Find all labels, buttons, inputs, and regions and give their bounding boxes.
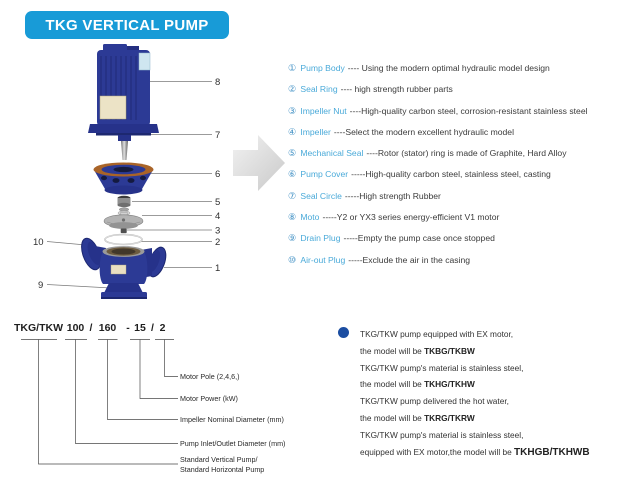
note-text: TKG/TKW pump delivered the hot water, xyxy=(360,396,509,407)
note-text: equipped with EX motor,the model will be xyxy=(360,446,515,457)
part-number-badge: ⑨ xyxy=(288,233,297,244)
model-separator-dash: - xyxy=(126,322,130,334)
part-name: Impeller xyxy=(300,126,331,137)
impeller-illustration xyxy=(104,213,143,229)
model-code-labels xyxy=(180,372,285,474)
note-text: TKG/TKW pump's material is stainless steel, xyxy=(360,362,524,373)
part-description: -----High-quality carbon steel, stainless steel, casting xyxy=(351,169,551,180)
label-motor-pole: Motor Pole (2,4,6,) xyxy=(180,372,240,381)
page-title-banner xyxy=(25,11,229,39)
model-segment-pole: 2 xyxy=(159,322,166,334)
note-line xyxy=(360,360,590,377)
part-number-badge: ③ xyxy=(288,105,297,116)
model-variant-notes xyxy=(360,326,590,460)
parts-list-item xyxy=(288,250,588,271)
drain-plug-area xyxy=(104,283,143,293)
label-motor-power: Motor Power (kW) xyxy=(180,394,238,403)
seal-ring-illustration xyxy=(105,235,142,245)
motor-illustration xyxy=(88,44,159,160)
pump-exploded-diagram xyxy=(15,42,295,308)
page-title: TKG VERTICAL PUMP xyxy=(45,16,209,34)
callout-8: 8 xyxy=(215,77,221,88)
model-segment-power: 15 xyxy=(134,322,146,334)
motor-label-sticker xyxy=(139,53,150,70)
callout-2: 2 xyxy=(215,237,221,248)
note-line xyxy=(360,393,590,410)
part-name: Pump Body xyxy=(300,63,345,73)
note-model-code: TKRG/TKRW xyxy=(424,412,475,423)
parts-list-item xyxy=(288,58,588,79)
note-text: the model will be xyxy=(360,379,425,390)
parts-list-item xyxy=(288,164,588,185)
pump-cover-illustration xyxy=(94,163,154,195)
part-description: ----Select the modern excellent hydraulic model xyxy=(333,126,514,137)
label-standard-horizontal: Standard Horizontal Pump xyxy=(180,465,265,474)
part-number-badge: ① xyxy=(288,63,297,73)
note-line xyxy=(360,427,590,444)
callout-6: 6 xyxy=(215,169,221,180)
callout-1: 1 xyxy=(215,263,221,274)
part-name: Pump Cover xyxy=(300,169,349,180)
part-number-badge: ⑤ xyxy=(288,148,297,159)
part-name: Drain Plug xyxy=(300,233,341,244)
note-text: the model will be xyxy=(360,345,425,356)
part-description: ----High-quality carbon steel, corrosion-resistant stainless steel xyxy=(349,105,588,116)
part-description: -----Exclude the air in the casing xyxy=(348,254,471,265)
callout-7: 7 xyxy=(215,130,221,141)
note-model-code: TKBG/TKBW xyxy=(424,345,475,356)
part-number-badge: ⑦ xyxy=(288,190,297,201)
part-description: -----High strength Rubber xyxy=(344,190,441,201)
part-name: Air-out Plug xyxy=(300,254,346,265)
mechanical-seal-illustration xyxy=(118,196,131,215)
model-segment-impeller: 160 xyxy=(98,322,117,334)
note-text: the model will be xyxy=(360,412,425,423)
part-name: Moto xyxy=(300,212,320,223)
model-segment-series: TKG/TKW xyxy=(14,322,63,334)
model-code-diagram xyxy=(0,312,340,497)
note-line xyxy=(360,410,590,427)
part-description: -----Empty the pump case once stopped xyxy=(343,233,495,244)
note-model-code: TKHG/TKHW xyxy=(424,379,475,390)
part-description: ---- Using the modern optimal hydraulic model design xyxy=(347,63,550,73)
note-text: TKG/TKW pump's material is stainless steel, xyxy=(360,429,524,440)
part-number-badge: ⑥ xyxy=(288,169,297,180)
note-line xyxy=(360,444,590,461)
impeller-nut-illustration xyxy=(121,229,127,234)
model-segment-inlet: 100 xyxy=(66,322,85,334)
pump-body-nameplate xyxy=(111,265,126,274)
model-code-segments xyxy=(14,322,166,334)
note-line xyxy=(360,343,590,360)
arrow-right-icon xyxy=(233,135,285,191)
parts-list-item xyxy=(288,186,588,207)
parts-list xyxy=(288,58,588,271)
note-bullet-icon xyxy=(338,327,349,338)
parts-list-item xyxy=(288,143,588,164)
note-line xyxy=(360,326,590,343)
parts-list-item xyxy=(288,122,588,143)
part-number-badge: ⑧ xyxy=(288,212,297,223)
motor-nameplate xyxy=(100,96,126,119)
callout-4: 4 xyxy=(215,211,221,222)
label-standard-vertical: Standard Vertical Pump/ xyxy=(180,455,258,464)
parts-list-item xyxy=(288,79,588,100)
part-name: Seal Circle xyxy=(300,190,342,201)
note-line xyxy=(360,376,590,393)
segment-connector-lines xyxy=(39,340,179,465)
part-name: Mechanical Seal xyxy=(300,148,364,159)
callout-10: 10 xyxy=(33,237,44,248)
callout-5: 5 xyxy=(215,197,221,208)
callout-9: 9 xyxy=(38,280,44,291)
part-name: Seal Ring xyxy=(300,84,338,95)
note-model-code: TKHGB/TKHWB xyxy=(514,446,590,458)
part-description: ----Rotor (stator) ring is made of Graphite, Hard Alloy xyxy=(366,148,567,159)
parts-list-item xyxy=(288,207,588,228)
parts-list-item xyxy=(288,101,588,122)
label-inlet-diameter: Pump Inlet/Outlet Diameter (mm) xyxy=(180,439,286,448)
part-number-badge: ⑩ xyxy=(288,254,297,265)
model-separator: / xyxy=(89,322,93,334)
motor-shaft xyxy=(121,141,128,160)
part-number-badge: ② xyxy=(288,84,297,95)
part-number-badge: ④ xyxy=(288,126,297,137)
part-description: ---- high strength rubber parts xyxy=(340,84,453,95)
model-separator-2: / xyxy=(151,322,154,334)
note-text: TKG/TKW pump equipped with EX motor, xyxy=(360,329,514,339)
part-description: -----Y2 or YX3 series energy-efficient V1 motor xyxy=(322,212,500,223)
parts-list-item xyxy=(288,228,588,249)
part-name: Impeller Nut xyxy=(300,105,347,116)
label-impeller-diameter: Impeller Nominal Diameter (mm) xyxy=(180,415,284,424)
callout-3: 3 xyxy=(215,225,221,237)
